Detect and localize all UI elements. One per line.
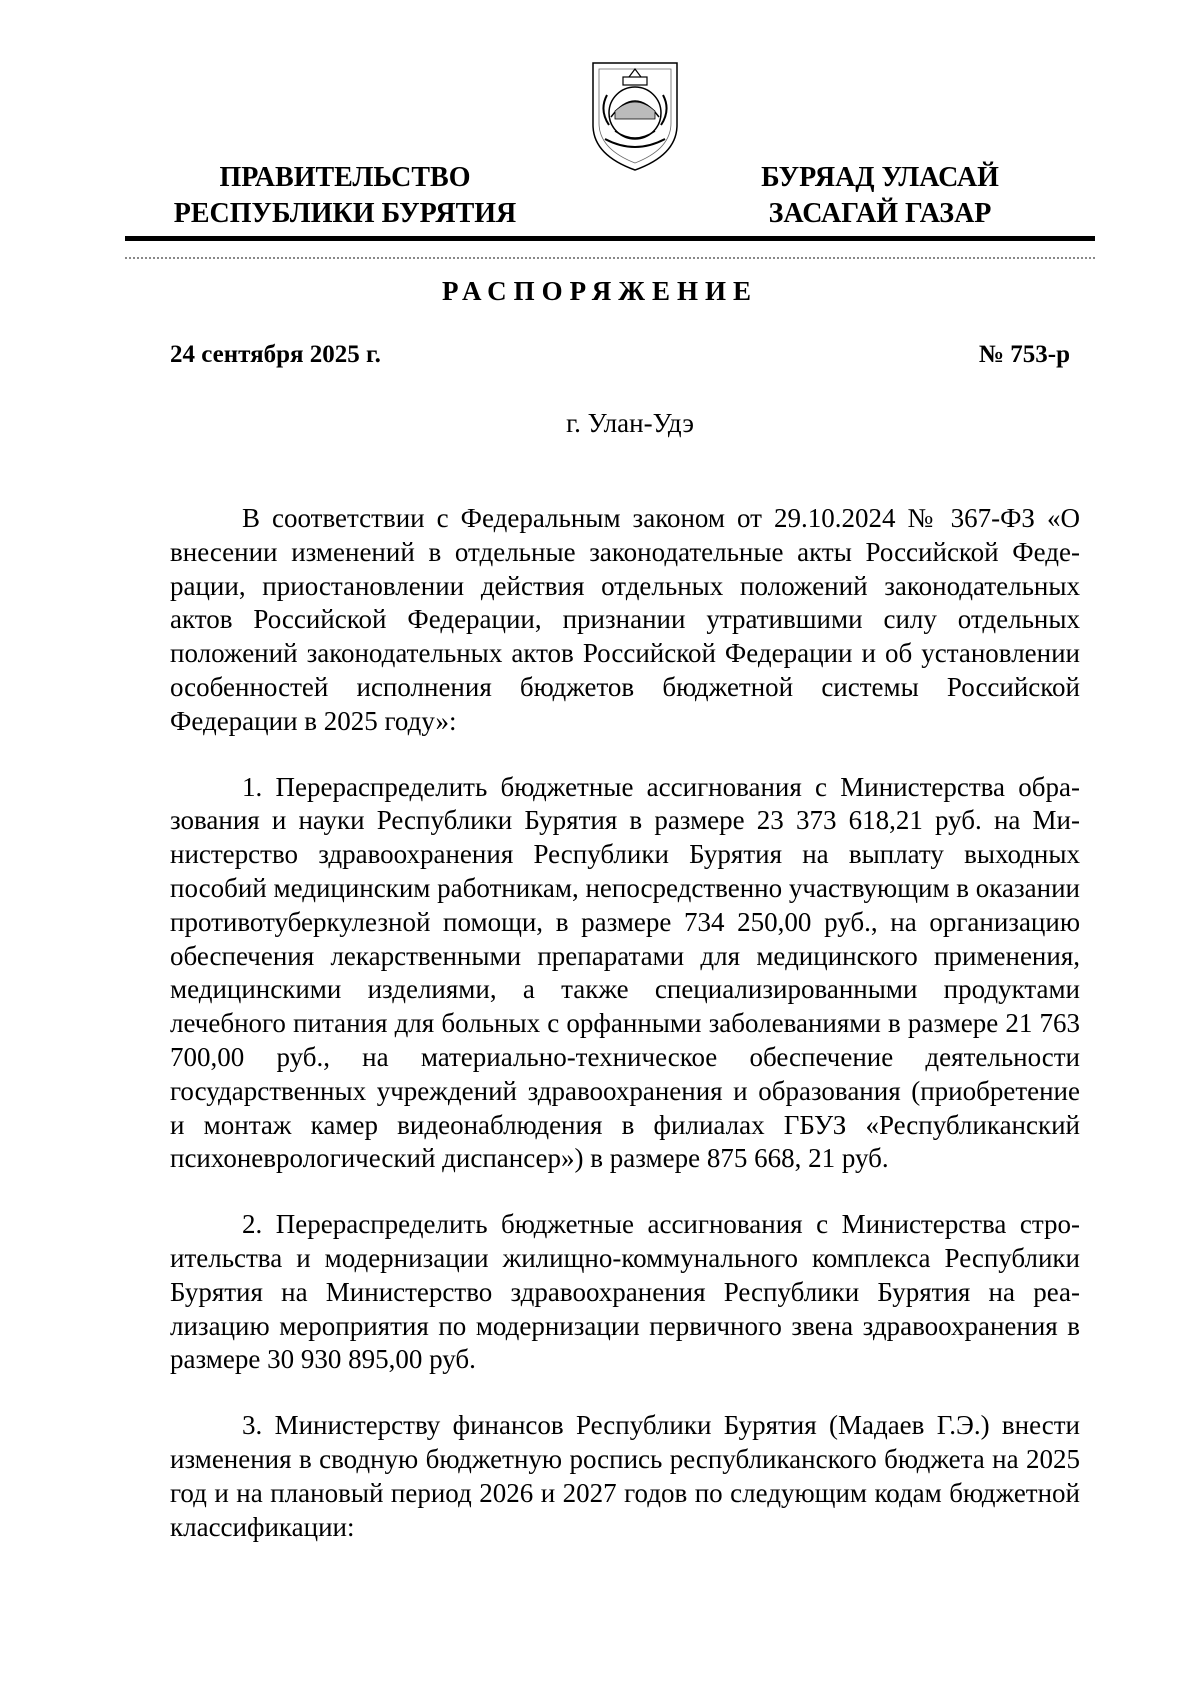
header-divider [125,236,1095,241]
document-number: № 753-р [978,341,1070,368]
org-left-line1: ПРАВИТЕЛЬСТВО [219,162,471,193]
org-name-russian [155,160,535,232]
item-2-paragraph: 2. Перераспределить бюджетные ассигнования с Министерства строительства и модернизации жилищно-коммунального комплекса Республики Бурятия на Министерство здравоохранения Республики Бурятия на реализацию мероприятия по модернизации первичного звена здравоохранения в размере 30 930 895,00 руб. [170,1209,1080,1375]
item-3-paragraph: 3. Министерству финансов Республики Бурятия (Мадаев Г.Э.) внести изменения в сводную бюджетную роспись республиканского бюджета на 2025 год и на плановый период 2026 и 2027 годов по следующим кодам бюджетной классификации: [170,1410,1080,1542]
org-right-line2: ЗАСАГАЙ ГАЗАР [768,198,992,229]
item-1-paragraph: 1. Перераспределить бюджетные ассигнования с Министерства образования и науки Республики Бурятия в размере 23 373 618,21 руб. на Министерство здравоохранения Республики Бурятия на выплату выходных пособий медицинским работникам, непосредственно участвующим в оказании противотуберкулезной помощи, в размере 734 250,00 руб., на организацию обеспечения лекарственными препаратами для медицинского применения, медицинскими изделиями, а также специализированными продуктами лечебного питания для больных с орфанными заболеваниями в размере 21 763 700,00 руб., на материально-техническое обеспечение деятельности государственных учреждений здравоохранения и образования (приобретение и монтаж камер видеонаблюдения в филиалах ГБУЗ «Республиканский психоневрологический диспансер») в размере 875 668, 21 руб. [170,771,1080,1174]
coat-of-arms-icon [585,55,685,175]
org-left-line2: РЕСПУБЛИКИ БУРЯТИЯ [173,198,517,229]
document-city: г. Улан-Удэ [566,408,694,438]
org-right-line1: БУРЯАД УЛАСАЙ [761,162,999,193]
org-name-buryat [725,160,1035,232]
document-body [170,502,1080,1576]
document-type: РАСПОРЯЖЕНИЕ [441,276,759,306]
document-date: 24 сентября 2025 г. [170,341,381,368]
preamble-paragraph: В соответствии с Федеральным законом от 29.10.2024 № 367-ФЗ «О внесении изменений в отдельные законодательные акты Российской Федерации, приостановлении действия отдельных положений законодательных актов Российской Федерации, признании утратившими силу отдельных положений законодательных актов Российской Федерации и об установлении особенностей исполнения бюджетов бюджетной системы Российской Федерации в 2025 году»: [170,503,1080,736]
header-divider-dotted [125,257,1095,259]
